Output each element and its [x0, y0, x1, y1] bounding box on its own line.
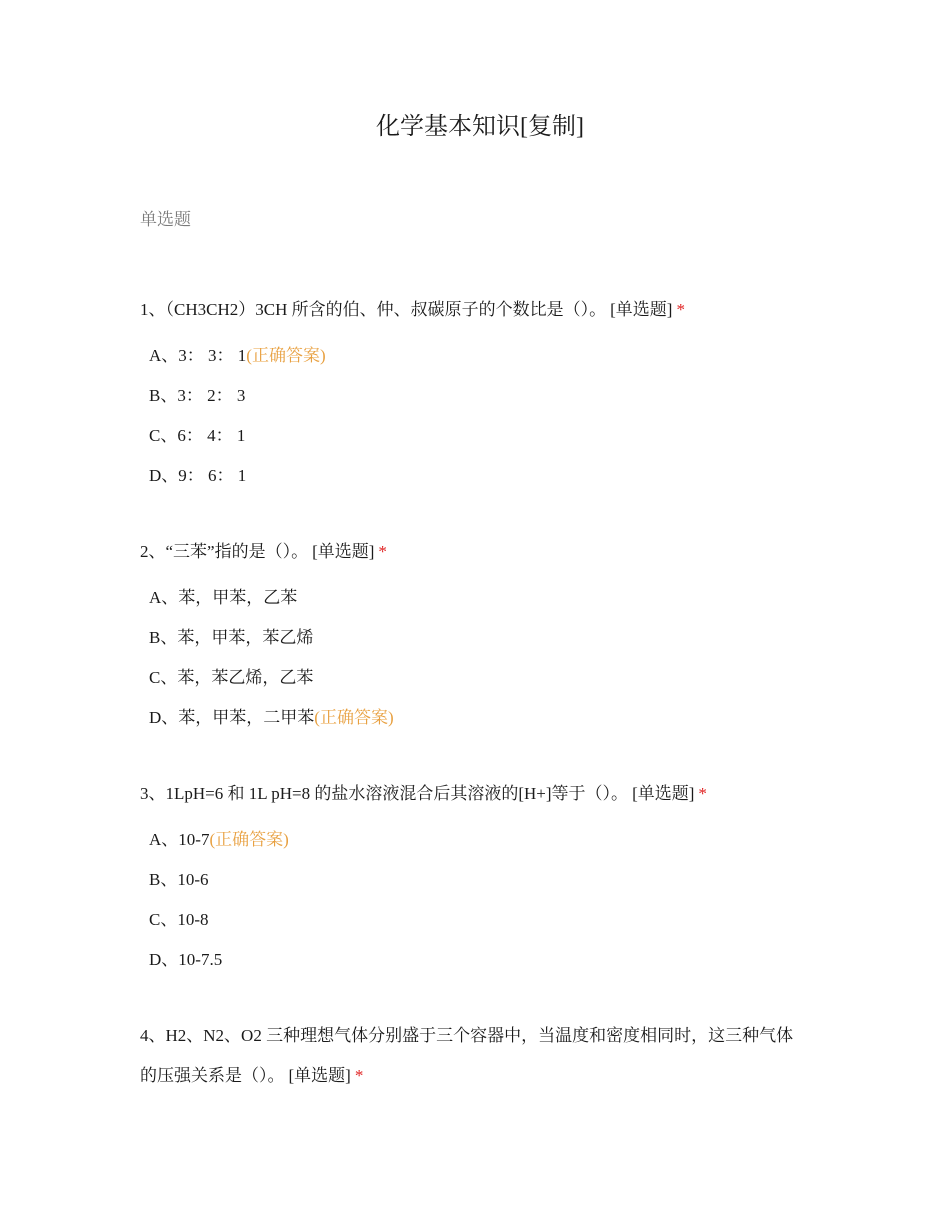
option-b	[149, 618, 810, 658]
option-label: A、10-7	[149, 830, 210, 849]
question-stem: （CH3CH2）3CH 所含的伯、仲、叔碳原子的个数比是（）。	[165, 300, 607, 319]
option-a	[149, 336, 810, 376]
option-list	[140, 578, 810, 738]
question-text	[140, 1016, 805, 1096]
question-stem: 1LpH=6 和 1L pH=8 的盐水溶液混合后其溶液的[H+]等于（）。	[165, 784, 629, 803]
option-a	[149, 820, 810, 860]
option-d	[149, 456, 810, 496]
option-c	[149, 658, 810, 698]
option-a	[149, 578, 810, 618]
option-label: D、10-7.5	[149, 950, 223, 969]
option-label: D、9： 6： 1	[149, 466, 247, 485]
question-2	[140, 532, 810, 738]
correct-answer-badge: (正确答案)	[209, 830, 289, 849]
document-title: 化学基本知识[复制]	[376, 114, 584, 140]
question-number: 3、	[140, 784, 166, 803]
option-label: C、6： 4： 1	[149, 426, 246, 445]
option-d	[149, 698, 810, 738]
required-mark: *	[354, 1066, 364, 1085]
required-mark: *	[676, 300, 685, 319]
question-number: 1、	[140, 300, 166, 319]
required-mark: *	[698, 784, 707, 803]
question-1	[140, 290, 810, 496]
question-type-tag: [单选题]	[632, 784, 695, 803]
question-number: 4、	[140, 1026, 166, 1045]
option-label: C、苯，苯乙烯，乙苯	[149, 668, 314, 687]
question-stem: “三苯”指的是（）。	[165, 542, 309, 561]
question-type-tag: [单选题]	[288, 1066, 351, 1085]
correct-answer-badge: (正确答案)	[314, 708, 394, 727]
section-label: 单选题	[140, 210, 191, 230]
question-4	[140, 1016, 805, 1096]
question-number: 2、	[140, 542, 166, 561]
option-label: C、10-8	[149, 910, 209, 929]
option-c	[149, 900, 810, 940]
question-type-tag: [单选题]	[610, 300, 673, 319]
question-stem: H2、N2、O2 三种理想气体分别盛于三个容器中，当温度和密度相同时，这三种气体的压强关系是（）。	[140, 1026, 794, 1085]
question-text	[140, 290, 810, 330]
option-b	[149, 376, 810, 416]
option-label: A、苯，甲苯，乙苯	[149, 588, 298, 607]
option-list	[140, 336, 810, 496]
option-label: B、苯，甲苯，苯乙烯	[149, 628, 314, 647]
question-text	[140, 774, 810, 814]
question-type-tag: [单选题]	[312, 542, 375, 561]
option-label: D、苯，甲苯，二甲苯	[149, 708, 315, 727]
option-list	[140, 820, 810, 980]
question-3	[140, 774, 810, 980]
option-label: B、3： 2： 3	[149, 386, 246, 405]
option-c	[149, 416, 810, 456]
option-label: B、10-6	[149, 870, 209, 889]
required-mark: *	[378, 542, 387, 561]
correct-answer-badge: (正确答案)	[246, 346, 326, 365]
option-d	[149, 940, 810, 980]
option-b	[149, 860, 810, 900]
option-label: A、3： 3： 1	[149, 346, 247, 365]
question-text	[140, 532, 810, 572]
